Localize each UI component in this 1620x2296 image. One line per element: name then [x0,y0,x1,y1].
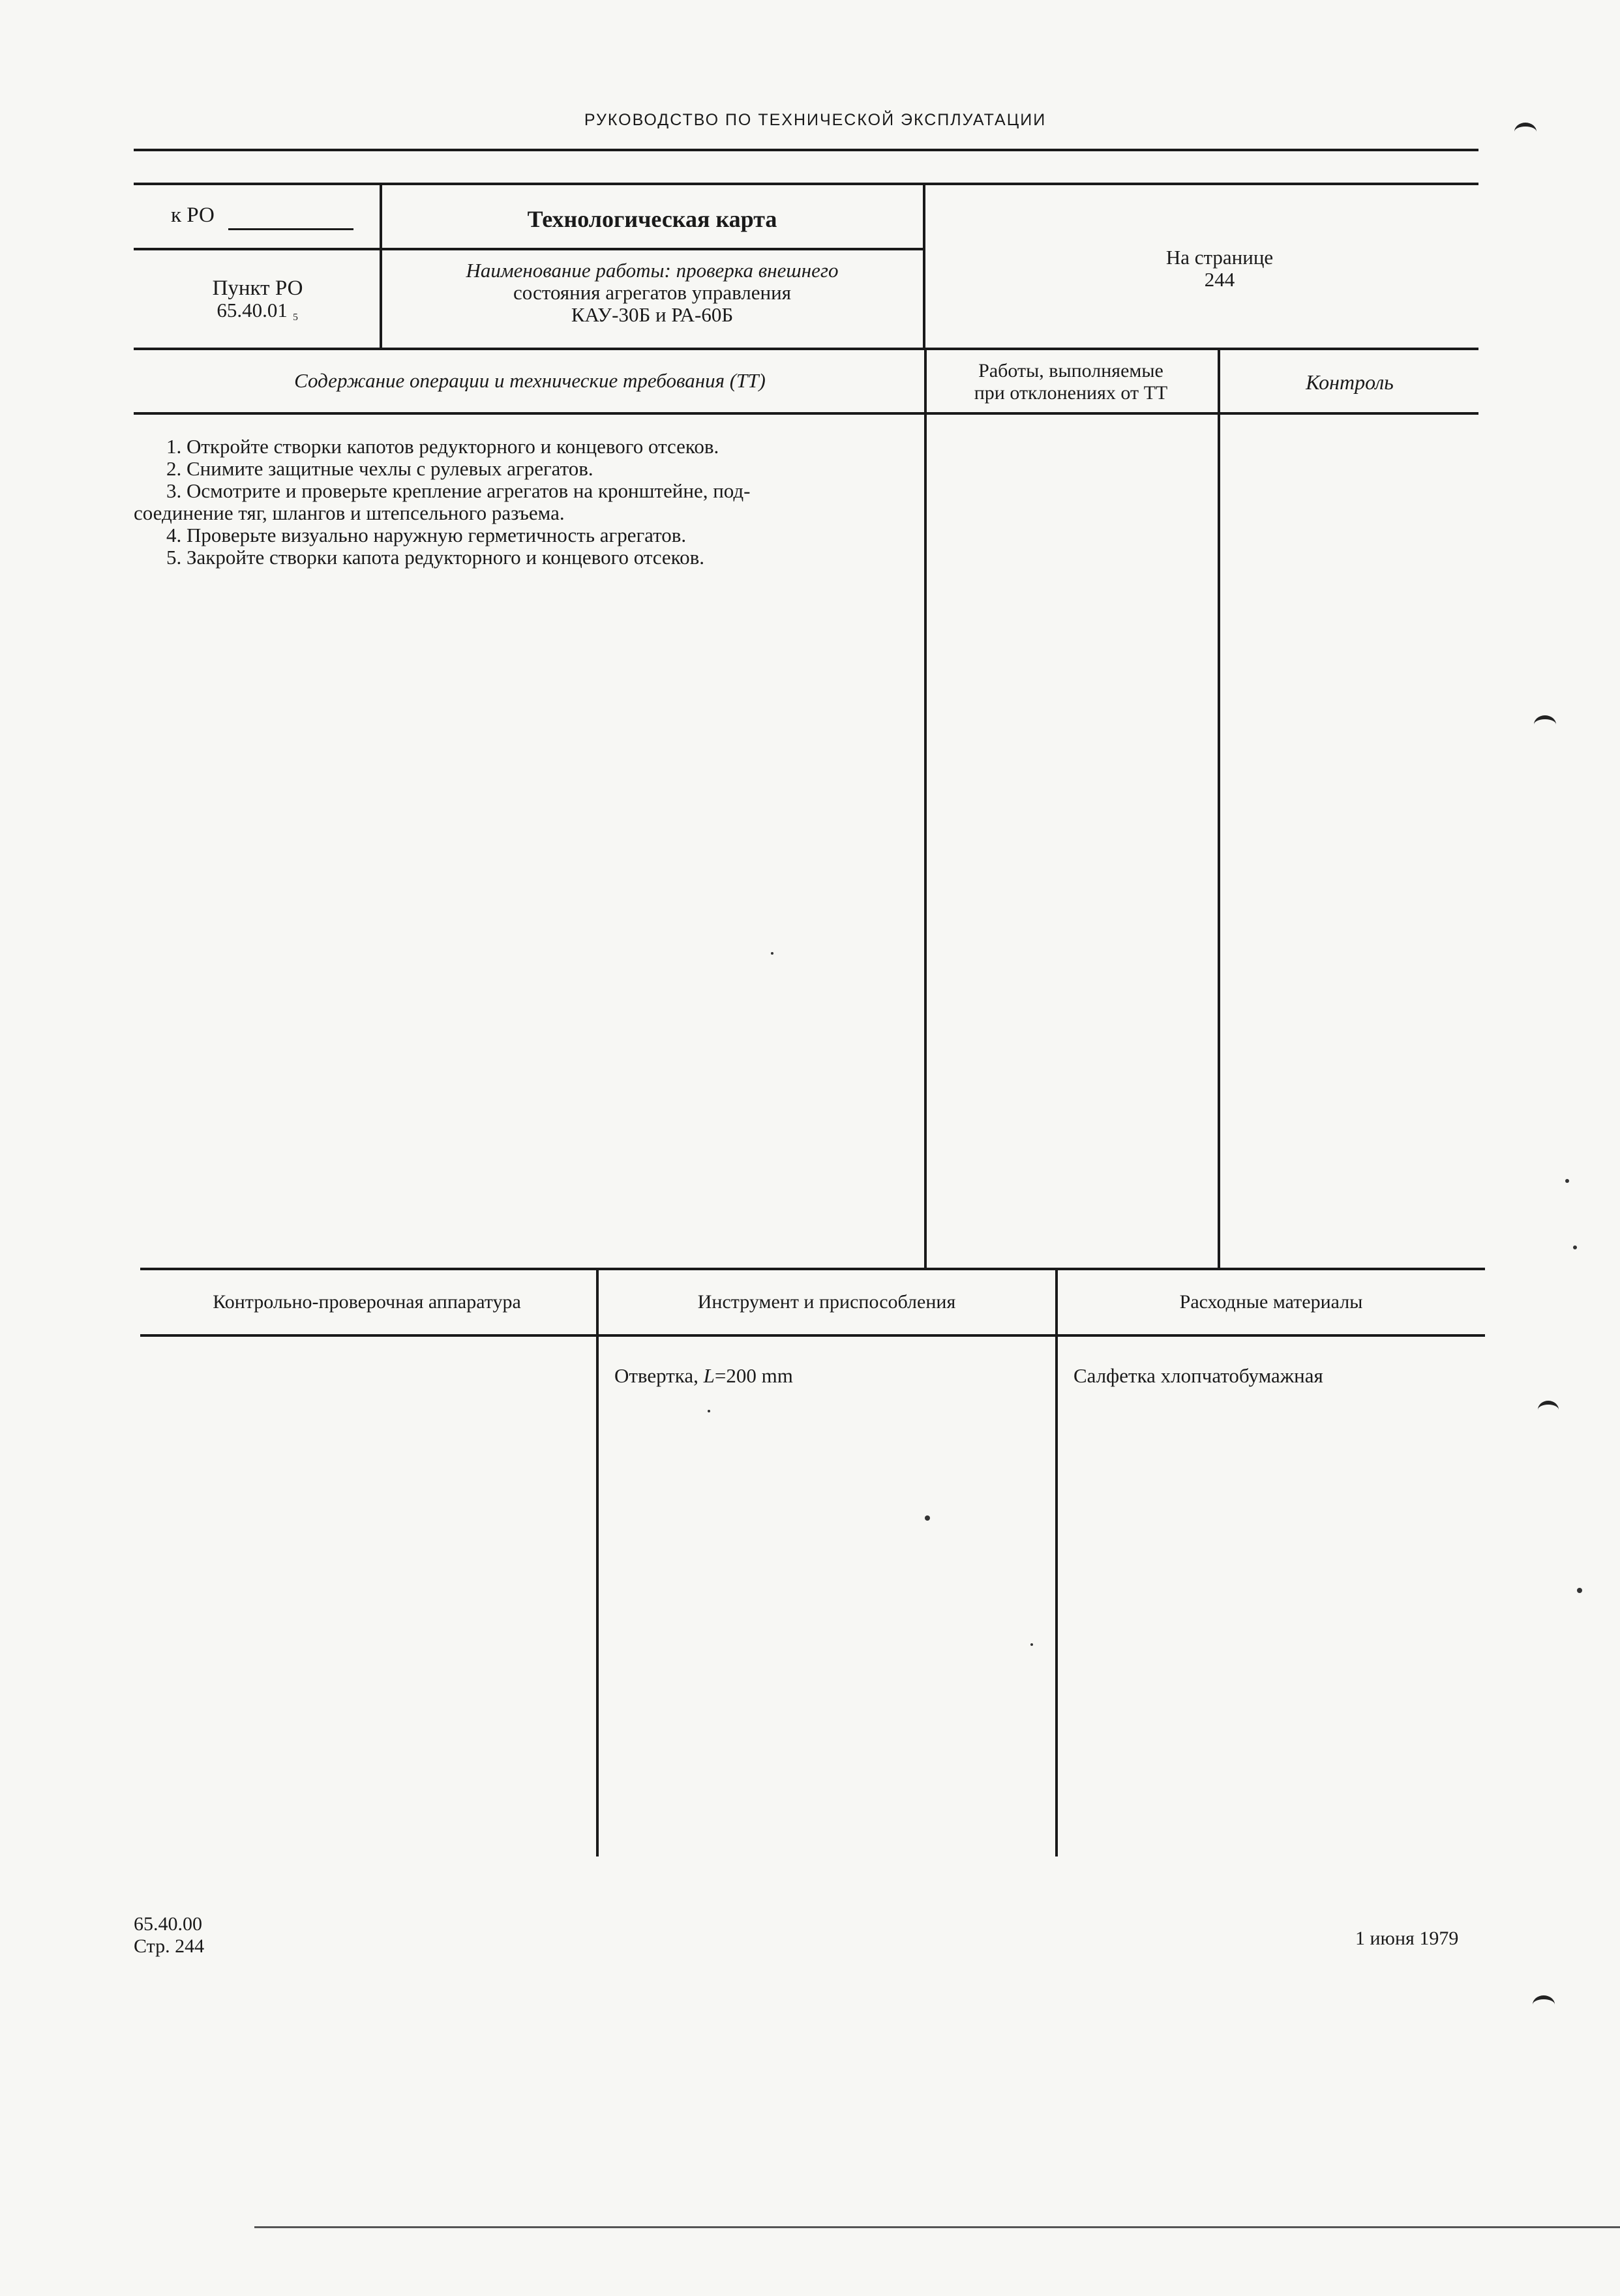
list-item: 3. Осмотрите и проверьте крепление агрегатов на кронштейне, под- [166,479,751,502]
list-item: 4. Проверьте визуально наружную герметичность агрегатов. [166,524,687,546]
item-number: 65.40.01 ₅ [217,299,299,321]
footer-doc-number: 65.40.00 Стр. 244 [134,1913,205,1957]
col-header-deviations: Работы, выполняемые при отклонениях от ТТ [974,360,1168,404]
operations-list [134,436,910,569]
tools-item: Отвертка, L=200 mm [614,1364,793,1387]
list-item: соединение тяг, шлангов и штепсельного разъема. [134,501,565,524]
materials-item: Салфетка хлопчатобумажная [1073,1364,1323,1387]
col-header-test-equipment: Контрольно-проверочная аппаратура [213,1291,521,1313]
card-title: Технологическая карта [527,206,777,232]
page-reference: На странице 244 [1165,246,1274,291]
ref-blank-line [228,228,353,230]
list-item: 2. Снимите защитные чехлы с рулевых агрегатов. [166,457,593,480]
col-header-materials: Расходные материалы [1179,1291,1363,1313]
manual-title: РУКОВОДСТВО ПО ТЕХНИЧЕСКОЙ ЭКСПЛУАТАЦИИ [584,111,1047,129]
ref-label: к РО [171,203,215,227]
work-name: Наименование работы: проверка внешнего состояния агрегатов управления КАУ-30Б и РА-60Б [466,259,839,326]
header-rule [134,149,1478,151]
footer-date: 1 июня 1979 [1355,1928,1459,1949]
item-label: Пункт РО [212,276,303,300]
scan-edge-line [254,2226,1620,2228]
col-header-operations: Содержание операции и технические требования (ТТ) [294,369,766,392]
col-header-control: Контроль [1306,370,1394,394]
list-item: 5. Закройте створки капота редукторного и концевого отсеков. [166,546,705,569]
col-header-tools: Инструмент и приспособления [697,1291,956,1313]
list-item: 1. Откройте створки капотов редукторного и концевого отсеков. [166,435,719,458]
